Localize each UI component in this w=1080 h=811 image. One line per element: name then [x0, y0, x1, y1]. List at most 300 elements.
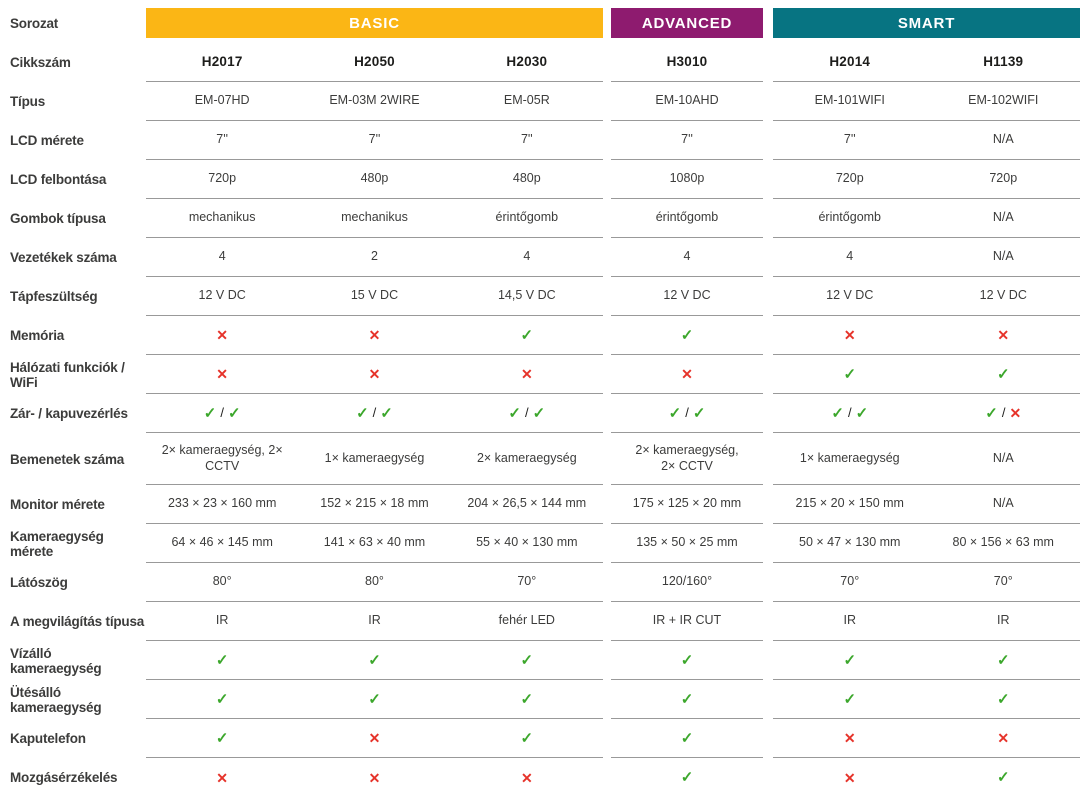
table-cell: H2050	[354, 53, 395, 69]
table-cell: fehér LED	[498, 613, 555, 628]
table-cell: N/A	[992, 132, 1014, 147]
cell-group	[611, 121, 763, 160]
slash-separator: /	[525, 404, 529, 420]
table-cell	[773, 641, 927, 679]
cross-icon: ✕	[368, 769, 381, 786]
group-gap	[603, 238, 611, 277]
group-gap	[763, 43, 773, 82]
table-cell: 480p	[360, 171, 389, 186]
table-cell	[773, 394, 927, 432]
table-cell: 12 V DC	[826, 288, 874, 303]
table-row	[0, 524, 1080, 563]
check-icon: ✓	[215, 690, 229, 708]
cross-icon: ✕	[368, 730, 381, 746]
cell-group	[773, 43, 1080, 82]
slash-separator: /	[685, 404, 689, 420]
series-group-basic	[146, 8, 603, 38]
cell-group	[773, 82, 1080, 121]
cell-group	[773, 238, 1080, 277]
table-cell	[927, 316, 1080, 354]
cell-group	[611, 524, 763, 563]
cell-group	[146, 758, 603, 797]
cell-group	[611, 602, 763, 641]
table-cell: 1080p	[669, 171, 705, 186]
table-cell: érintőgomb	[655, 210, 719, 225]
check-icon: ✓	[520, 651, 534, 669]
table-row	[0, 316, 1080, 355]
table-cell: N/A	[992, 496, 1014, 511]
group-gap	[763, 8, 773, 38]
row-label-series: Sorozat	[10, 15, 59, 31]
check-icon: ✓	[520, 690, 534, 708]
cross-icon: ✕	[520, 769, 533, 786]
table-row	[0, 355, 1080, 394]
table-cell: IR	[997, 613, 1010, 628]
group-gap	[763, 316, 773, 355]
table-cell	[927, 355, 1080, 393]
table-cell	[611, 355, 763, 393]
table-row	[0, 394, 1080, 433]
check-icon: ✓	[996, 365, 1010, 383]
slash-separator: /	[847, 404, 852, 420]
table-cell: 4	[683, 249, 691, 264]
series-header-smart: SMART	[773, 8, 1080, 38]
table-cell: IR	[215, 613, 229, 628]
table-cell: 15 V DC	[350, 288, 399, 303]
table-cell: 2× kameraegység, 2× CCTV	[161, 442, 283, 473]
table-row	[0, 602, 1080, 641]
table-row	[0, 433, 1080, 485]
table-cell	[927, 641, 1080, 679]
table-row	[0, 160, 1080, 199]
cell-group	[611, 82, 763, 121]
cross-icon: ✕	[681, 366, 693, 382]
table-cell	[146, 641, 298, 679]
row-label: Vízálló kameraegység	[10, 645, 102, 676]
cross-icon: ✕	[843, 327, 856, 343]
table-cell: 4	[846, 249, 854, 264]
group-gap	[603, 680, 611, 719]
group-gap	[763, 433, 773, 485]
table-row	[0, 719, 1080, 758]
table-row	[0, 563, 1080, 602]
slash-separator: /	[220, 404, 224, 420]
table-cell: 12 V DC	[663, 288, 711, 303]
cell-group	[611, 277, 763, 316]
check-icon: ✓	[831, 404, 844, 422]
row-label: Kameraegység mérete	[10, 528, 104, 559]
check-icon: ✓	[996, 651, 1010, 669]
group-gap	[763, 485, 773, 524]
table-cell: H3010	[666, 53, 708, 69]
check-icon: ✓	[508, 404, 521, 422]
table-cell	[451, 719, 603, 757]
check-icon: ✓	[368, 690, 381, 708]
cell-group	[146, 82, 603, 121]
table-cell: 233 × 23 × 160 mm	[167, 496, 277, 511]
table-cell: N/A	[992, 450, 1014, 465]
group-gap	[603, 433, 611, 485]
table-cell	[927, 719, 1080, 757]
table-cell: 1× kameraegység	[799, 450, 900, 465]
group-gap	[603, 758, 611, 797]
check-icon: ✓	[680, 690, 694, 708]
table-cell: 4	[218, 249, 226, 264]
cross-icon: ✕	[216, 366, 229, 382]
check-icon: ✓	[380, 404, 393, 422]
group-gap	[763, 394, 773, 433]
table-cell: 55 × 40 × 130 mm	[476, 535, 578, 550]
table-cell	[298, 641, 450, 679]
series-header-advanced: ADVANCED	[611, 8, 763, 38]
table-cell: 70°	[840, 574, 860, 589]
cell-group	[773, 355, 1080, 394]
table-cell	[611, 316, 763, 354]
table-cell: H2014	[829, 53, 871, 69]
table-cell: mechanikus	[188, 210, 256, 225]
group-gap	[603, 160, 611, 199]
table-row	[0, 641, 1080, 680]
table-cell	[927, 680, 1080, 718]
table-cell: 7''	[368, 132, 381, 147]
cell-group	[611, 758, 763, 797]
cell-group	[773, 433, 1080, 485]
row-label: Cikkszám	[10, 55, 71, 70]
row-label: Memória	[10, 328, 65, 343]
cell-group	[146, 680, 603, 719]
table-cell: 204 × 26,5 × 144 mm	[467, 496, 587, 511]
cross-icon: ✕	[997, 327, 1010, 343]
cell-group	[773, 199, 1080, 238]
group-gap	[763, 82, 773, 121]
check-icon: ✓	[520, 326, 534, 344]
cell-group	[611, 641, 763, 680]
cell-group	[146, 160, 603, 199]
table-cell	[773, 719, 927, 757]
table-cell	[146, 758, 298, 797]
cell-group	[146, 238, 603, 277]
table-cell: EM-102WIFI	[968, 93, 1039, 108]
group-gap	[763, 602, 773, 641]
table-cell: H1139	[983, 53, 1024, 69]
check-icon: ✓	[996, 769, 1010, 786]
table-cell: EM-07HD	[194, 93, 250, 108]
table-row	[0, 199, 1080, 238]
cell-group	[611, 238, 763, 277]
cross-icon: ✕	[843, 730, 856, 746]
check-icon: ✓	[532, 404, 546, 422]
table-cell: 7''	[681, 132, 693, 147]
table-cell: mechanikus	[341, 210, 408, 225]
series-header-row	[0, 8, 1080, 38]
cell-group	[146, 602, 603, 641]
group-gap	[763, 238, 773, 277]
group-gap	[603, 485, 611, 524]
check-icon: ✓	[680, 326, 694, 344]
table-cell: 720p	[835, 171, 864, 186]
table-cell: EM-05R	[503, 93, 550, 108]
check-icon: ✓	[680, 729, 694, 747]
table-cell: H2017	[201, 53, 243, 69]
cell-group	[611, 355, 763, 394]
table-cell: 215 × 20 × 150 mm	[795, 496, 904, 511]
group-gap	[603, 43, 611, 82]
cell-group	[611, 719, 763, 758]
table-cell	[146, 355, 298, 393]
table-cell	[611, 758, 763, 797]
check-icon: ✓	[215, 651, 229, 669]
cell-group	[773, 602, 1080, 641]
row-label: Gombok típusa	[10, 211, 106, 226]
table-cell: 80 × 156 × 63 mm	[952, 535, 1054, 550]
check-icon: ✓	[203, 404, 217, 422]
cross-icon: ✕	[368, 327, 381, 343]
group-gap	[763, 355, 773, 394]
table-cell: EM-03M 2WIRE	[329, 93, 420, 108]
table-cell	[773, 758, 927, 797]
group-gap	[603, 8, 611, 38]
row-label: Kaputelefon	[10, 731, 86, 746]
check-icon: ✓	[996, 690, 1010, 708]
table-cell	[611, 680, 763, 718]
table-cell: 2× kameraegység	[476, 450, 577, 465]
group-gap	[603, 524, 611, 563]
table-cell: 720p	[989, 171, 1018, 186]
table-cell: érintőgomb	[495, 210, 559, 225]
table-cell: 1× kameraegység	[324, 450, 425, 465]
cell-group	[146, 719, 603, 758]
table-cell	[451, 316, 603, 354]
cell-group	[773, 680, 1080, 719]
table-cell: N/A	[992, 210, 1014, 225]
table-cell: IR	[843, 613, 856, 628]
table-cell: 720p	[208, 171, 237, 186]
table-cell: H2030	[506, 53, 548, 69]
row-label: Bemenetek száma	[10, 451, 125, 467]
row-label: Tápfeszültség	[10, 289, 98, 304]
check-icon: ✓	[368, 651, 381, 669]
cell-group	[611, 43, 763, 82]
cell-group	[146, 394, 603, 433]
row-label: Vezetékek száma	[10, 250, 117, 265]
check-icon: ✓	[227, 404, 241, 422]
table-cell	[611, 394, 763, 432]
table-cell: N/A	[992, 249, 1014, 264]
table-cell	[611, 641, 763, 679]
check-icon: ✓	[843, 690, 857, 708]
series-header-basic: BASIC	[146, 8, 603, 38]
group-gap	[763, 199, 773, 238]
cell-group	[773, 641, 1080, 680]
group-gap	[763, 563, 773, 602]
check-icon: ✓	[985, 404, 998, 422]
table-cell	[451, 641, 603, 679]
cross-icon: ✕	[1009, 405, 1022, 421]
table-cell: 80°	[212, 574, 232, 589]
table-cell: 70°	[517, 574, 537, 589]
table-body	[0, 43, 1080, 797]
table-cell: IR	[368, 613, 381, 628]
table-cell: 2	[371, 249, 378, 264]
cell-group	[773, 160, 1080, 199]
table-cell	[611, 719, 763, 757]
table-cell	[146, 680, 298, 718]
cell-group	[611, 680, 763, 719]
table-cell: 120/160°	[661, 574, 713, 589]
table-cell: EM-101WIFI	[814, 93, 885, 108]
group-gap	[603, 277, 611, 316]
cell-group	[773, 277, 1080, 316]
cell-group	[611, 485, 763, 524]
table-row	[0, 43, 1080, 82]
cell-group	[146, 199, 603, 238]
check-icon: ✓	[843, 651, 857, 669]
group-gap	[603, 394, 611, 433]
table-cell: 12 V DC	[979, 288, 1027, 303]
cross-icon: ✕	[368, 366, 381, 382]
cell-group	[611, 199, 763, 238]
table-cell: érintőgomb	[818, 210, 882, 225]
cell-group	[611, 433, 763, 485]
group-gap	[763, 680, 773, 719]
table-cell: 7''	[843, 132, 856, 147]
slash-separator: /	[1001, 404, 1006, 420]
table-cell	[298, 394, 450, 432]
table-cell: 7''	[216, 132, 229, 147]
table-cell: 50 × 47 × 130 mm	[799, 535, 901, 550]
table-row	[0, 277, 1080, 316]
group-gap	[603, 719, 611, 758]
cell-group	[611, 563, 763, 602]
group-gap	[763, 641, 773, 680]
cell-group	[773, 563, 1080, 602]
table-cell: 141 × 63 × 40 mm	[323, 535, 426, 550]
group-gap	[763, 160, 773, 199]
check-icon: ✓	[215, 729, 229, 747]
row-label: A megvilágítás típusa	[10, 614, 145, 629]
check-icon: ✓	[843, 365, 857, 383]
table-row	[0, 82, 1080, 121]
row-label: Monitor mérete	[10, 497, 105, 512]
series-group-advanced	[611, 8, 763, 38]
cell-group	[773, 485, 1080, 524]
group-gap	[763, 277, 773, 316]
check-icon: ✓	[855, 404, 869, 422]
table-cell: EM-10AHD	[655, 93, 719, 108]
row-label: Zár- / kapuvezérlés	[10, 406, 128, 421]
table-cell	[298, 316, 450, 354]
cell-group	[773, 758, 1080, 797]
check-icon: ✓	[680, 651, 694, 669]
table-row	[0, 238, 1080, 277]
table-row	[0, 121, 1080, 160]
check-icon: ✓	[692, 404, 706, 422]
table-cell	[927, 758, 1080, 797]
cell-group	[611, 316, 763, 355]
check-icon: ✓	[680, 769, 694, 786]
group-gap	[603, 563, 611, 602]
cell-group	[146, 316, 603, 355]
cell-group	[146, 433, 603, 485]
row-label: Látószög	[10, 575, 68, 590]
slash-separator: /	[372, 404, 377, 420]
table-cell: 64 × 46 × 145 mm	[171, 535, 273, 550]
cross-icon: ✕	[520, 366, 533, 382]
table-cell: 175 × 125 × 20 mm	[632, 496, 742, 511]
table-cell	[146, 316, 298, 354]
group-gap	[603, 82, 611, 121]
row-label: LCD felbontása	[10, 172, 107, 187]
table-cell	[298, 355, 450, 393]
row-label: LCD mérete	[10, 133, 84, 148]
group-gap	[763, 121, 773, 160]
cross-icon: ✕	[997, 730, 1010, 746]
check-icon: ✓	[356, 404, 369, 422]
series-group-smart	[773, 8, 1080, 38]
table-row	[0, 680, 1080, 719]
row-label: Ütésálló kameraegység	[10, 684, 102, 715]
cell-group	[773, 394, 1080, 433]
cell-group	[146, 485, 603, 524]
cross-icon: ✕	[216, 769, 229, 786]
table-cell: IR + IR CUT	[652, 613, 722, 628]
group-gap	[763, 758, 773, 797]
table-cell: 80°	[365, 574, 384, 589]
table-cell: 70°	[993, 574, 1013, 589]
cell-group	[146, 563, 603, 602]
group-gap	[603, 602, 611, 641]
cell-group	[773, 719, 1080, 758]
cell-group	[611, 394, 763, 433]
table-row	[0, 485, 1080, 524]
table-cell	[451, 758, 603, 797]
row-label: Hálózati funkciók / WiFi	[10, 359, 125, 390]
table-cell	[773, 316, 927, 354]
group-gap	[603, 199, 611, 238]
table-cell	[927, 394, 1080, 432]
table-cell	[773, 680, 927, 718]
table-cell	[146, 394, 298, 432]
table-cell	[298, 758, 450, 797]
check-icon: ✓	[520, 729, 534, 747]
cell-group	[773, 524, 1080, 563]
table-cell	[298, 680, 450, 718]
cell-group	[146, 355, 603, 394]
table-cell	[451, 394, 603, 432]
group-gap	[763, 719, 773, 758]
cell-group	[146, 524, 603, 563]
group-gap	[603, 121, 611, 160]
table-cell: 4	[523, 249, 531, 264]
table-cell	[451, 355, 603, 393]
table-cell: 2× kameraegység, 2× CCTV	[635, 442, 739, 473]
group-gap	[603, 355, 611, 394]
cell-group	[773, 316, 1080, 355]
row-label: Típus	[10, 94, 45, 109]
row-label: Mozgásérzékelés	[10, 770, 118, 785]
group-gap	[603, 316, 611, 355]
table-cell	[451, 680, 603, 718]
cell-group	[611, 160, 763, 199]
check-icon: ✓	[668, 404, 682, 422]
table-cell	[298, 719, 450, 757]
cross-icon: ✕	[843, 769, 856, 786]
table-cell: 152 × 215 × 18 mm	[320, 496, 429, 511]
cross-icon: ✕	[216, 327, 229, 343]
table-cell	[773, 355, 927, 393]
table-cell: 14,5 V DC	[497, 288, 556, 303]
cell-group	[773, 121, 1080, 160]
